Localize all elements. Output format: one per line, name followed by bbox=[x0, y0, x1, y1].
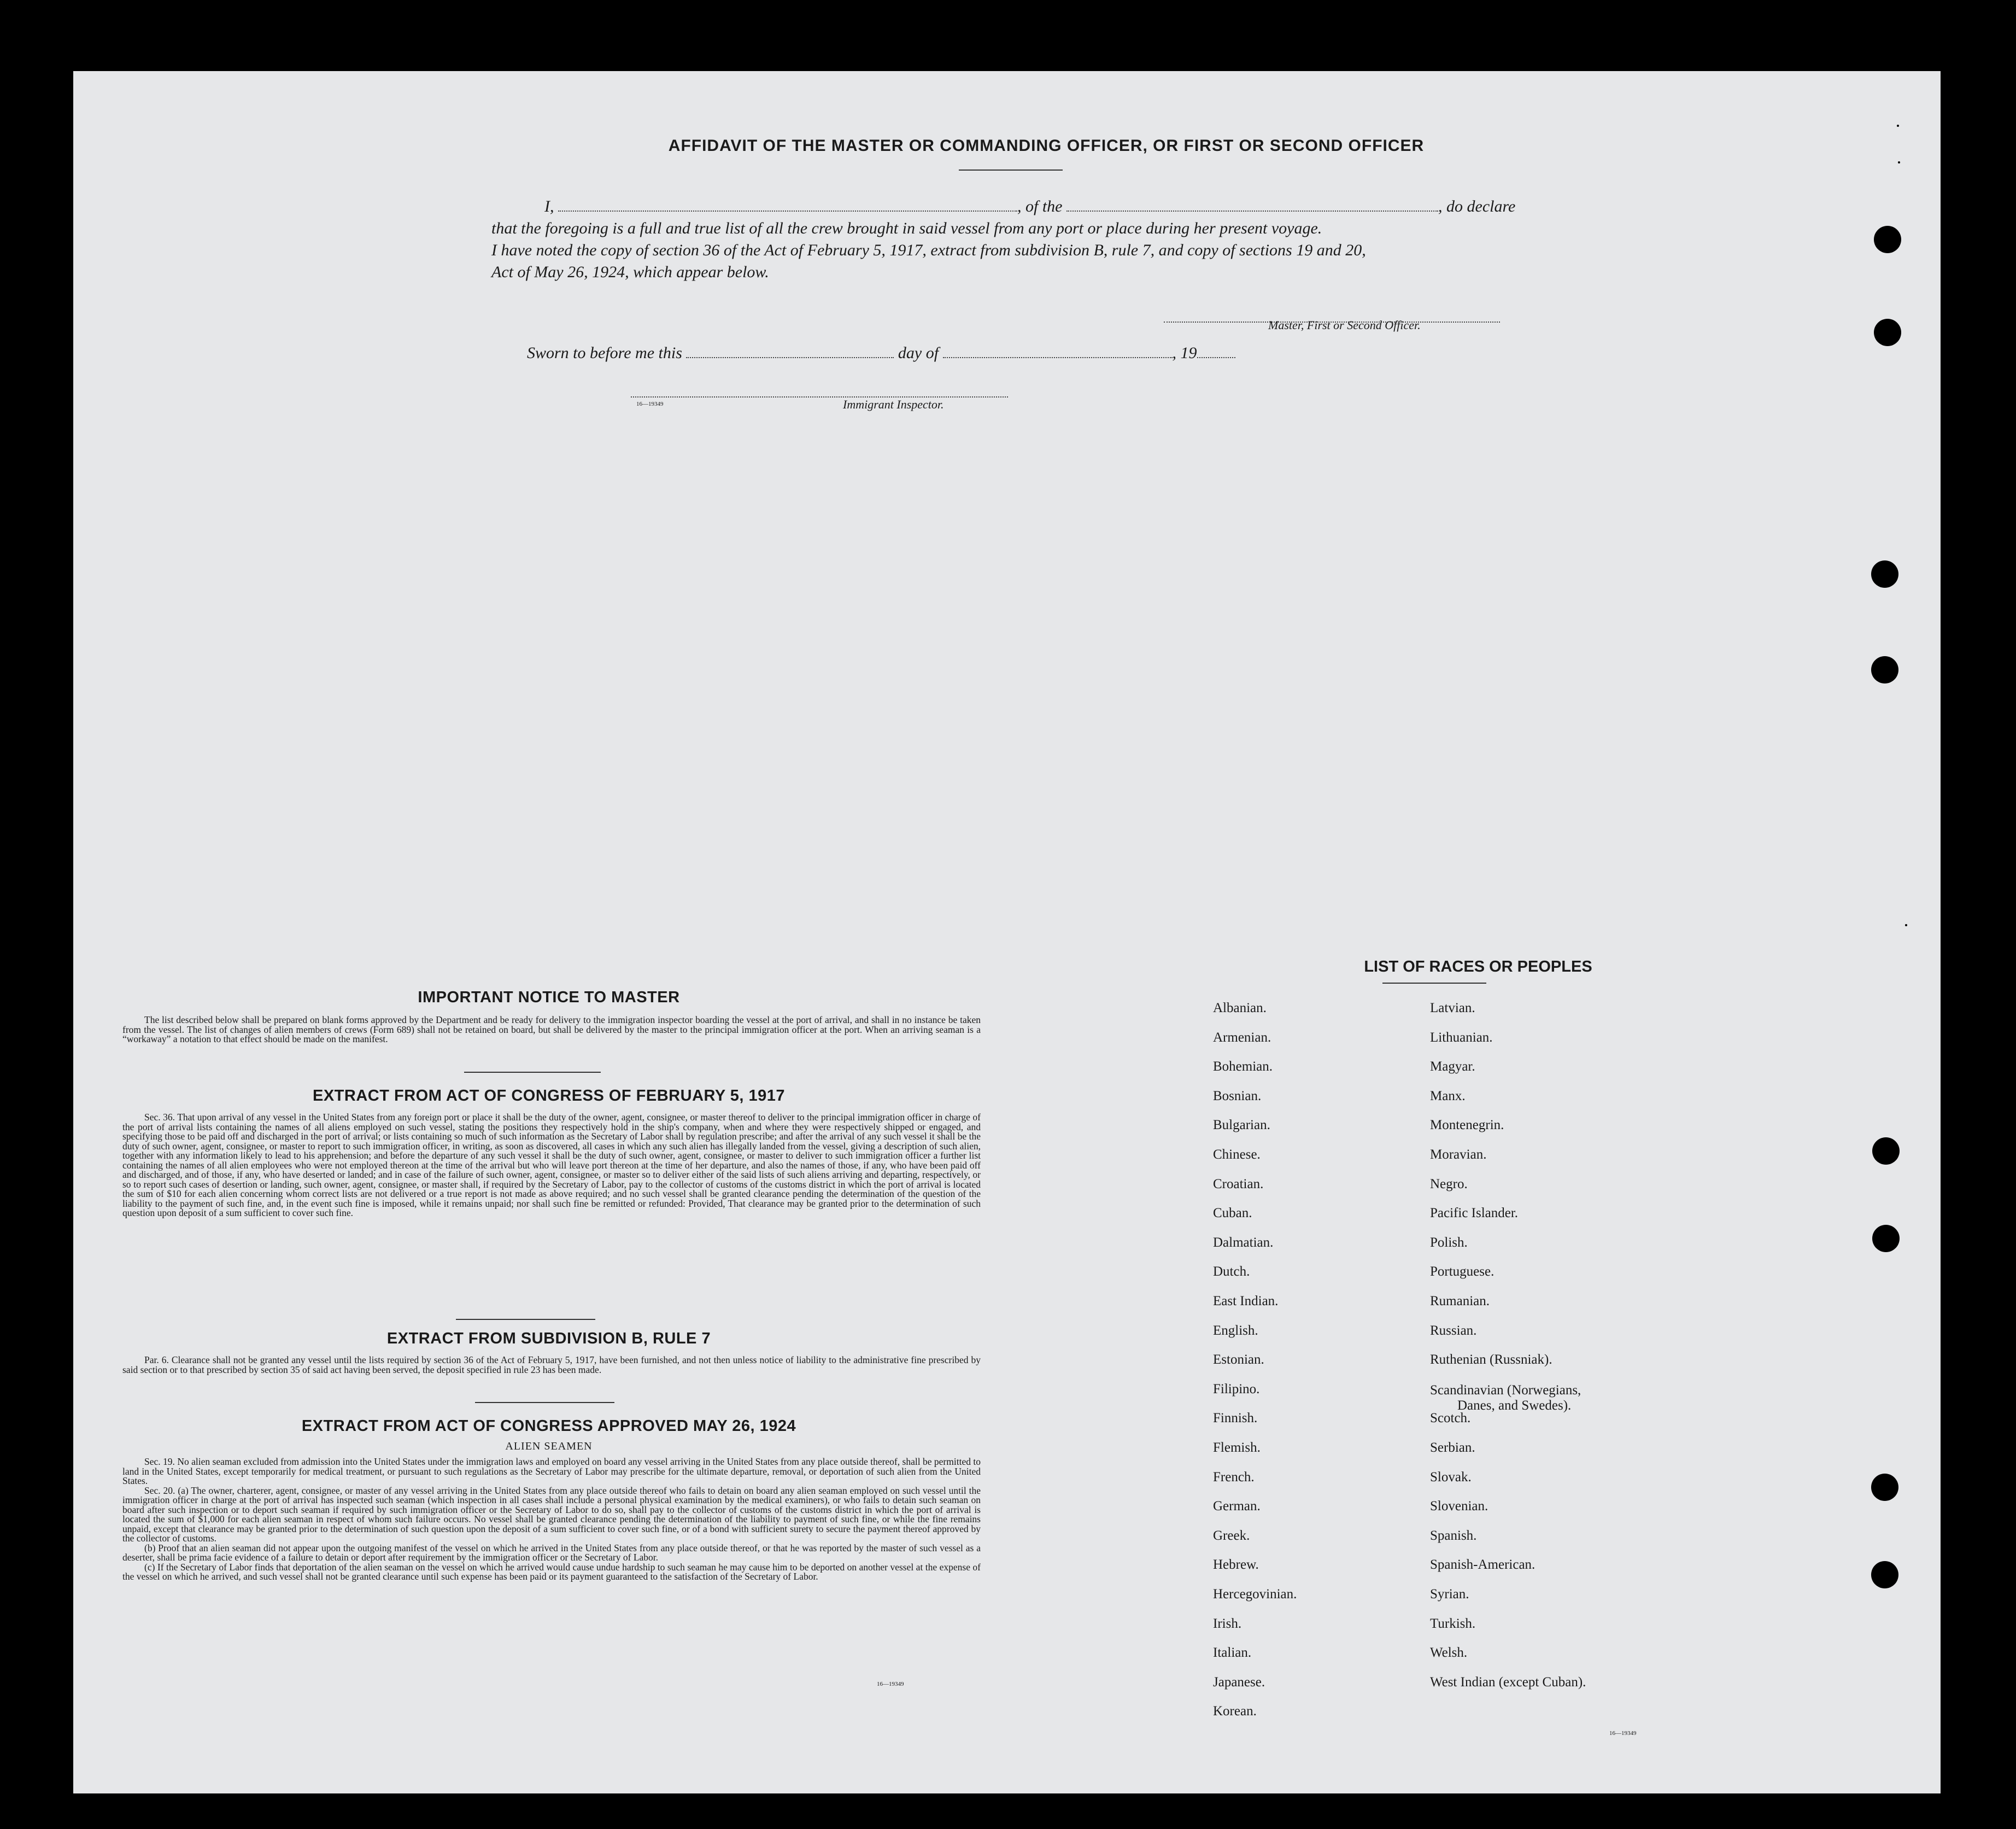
race-item: West Indian (except Cuban). bbox=[1430, 1674, 1586, 1690]
affidavit-title: AFFIDAVIT OF THE MASTER OR COMMANDING OFFICER, OR FIRST OR SECOND OFFICER bbox=[668, 137, 1425, 155]
sec36-paragraph: Sec. 36. That upon arrival of any vessel in the United States from any foreign port or place it shall be the duty of the owner, agent, consignee, or master thereof to deliver to the principal immigration officer in charge of the port of arrival lists containing the names of all aliens employed on such vessel, stating the positions they respectively hold in the ship's company, when and where they were respectively shipped or engaged, and specifying those to be paid off and discharged in the port of arrival; or lists containing so much of such information as the Secretary of Labor shall by regulation prescribe; and after the arrival of any such vessel it shall be the duty of such owner, agent, consignee, or master to report to such immigration officer, in writing, as soon as discovered, all cases in which any such alien has illegally landed from the vessel, giving a description of such alien, together with any information likely to lead to his apprehension; and before the departure of any such vessel it shall be the duty of such owner, agent, consignee, or master to deliver to such immigration officer a further list containing the names of all alien employees who were not employed thereon at the time of the arrival but who will leave port thereon at the time of her departure, and also the names of those, if any, who have been paid off and discharged, and of those, if any, who have deserted or landed; and in case of the failure of such owner, agent, consignee, or master so to deliver either of the said lists of such aliens arriving and departing, respectively, or so to report such cases of desertion or landing, such owner, agent, consignee, or master shall, if required by the Secretary of Labor, pay to the collector of customs of the customs district in which the port of arrival is located the sum of $10 for each alien concerning whom correct lists are not delivered or a true report is not made as above required; and no such vessel shall be granted clearance pending the determination of the question of the liability to the payment of such fine, and, in the event such fine is imposed, while it remains unpaid; nor shall such fine be remitted or refunded: Provided, That clearance may be granted prior to the determination of such question upon deposit of a sum sufficient to cover such fine. bbox=[122, 1112, 981, 1218]
race-item: Bulgarian. bbox=[1213, 1118, 1270, 1133]
sworn-year-field[interactable] bbox=[1197, 346, 1235, 358]
affidavit-line3: I have noted the copy of section 36 of the Act of February 5, 1917, extract from subdivision B, rule 7, and copy of sections 19 and 20, bbox=[491, 241, 1366, 259]
race-item: Korean. bbox=[1213, 1704, 1257, 1719]
sec19-paragraph: Sec. 19. No alien seaman excluded from admission into the United States under the immigration laws and employed on board any vessel arriving in the United States from any place outside thereof, shall be permitted to land in the United States, except temporarily for medical treatment, or pursuant to such regulations as the Secretary of Labor may prescribe for the ultimate departure, removal, or deportation of such alien from the United States. bbox=[122, 1456, 981, 1486]
race-item: Polish. bbox=[1430, 1235, 1468, 1250]
race-item: Flemish. bbox=[1213, 1440, 1261, 1455]
sec20a-paragraph: Sec. 20. (a) The owner, charterer, agent, consignee, or master of any vessel arriving in the United States from any place outside thereof who fails to detain on board any alien seaman employed on such vessel until the immigration officer in charge at the port of arrival has inspected such seaman (which inspection in all cases shall include a personal physical examination by the medical examiners), or who fails to detain such seaman on board after such inspection or to deport such seaman if required by such immigration officer or the Secretary of Labor to do so, shall pay to the collector of customs of the customs district in which the port of arrival is located the sum of $1,000 for each alien seaman in respect of whom such failure occurs. No vessel shall be granted clearance pending the determination of the liability to payment of such fine, or while the fine remains unpaid, except that clearance may be granted prior to the determination of such question upon the deposit of a sum sufficient to cover such fine, or of a bond with sufficient surety to secure the payment thereof approved by the collector of customs. bbox=[122, 1485, 981, 1544]
binder-hole bbox=[1874, 319, 1901, 346]
inspector-signature-field[interactable] bbox=[631, 385, 1008, 398]
race-item: Turkish. bbox=[1430, 1616, 1476, 1631]
races-form-number: 16—19349 bbox=[1609, 1730, 1637, 1737]
race-item: Negro. bbox=[1430, 1176, 1468, 1191]
margin-speck bbox=[1905, 924, 1907, 926]
race-item: Japanese. bbox=[1213, 1674, 1265, 1690]
race-item: Filipino. bbox=[1213, 1381, 1260, 1396]
document-sheet bbox=[73, 71, 1941, 1793]
race-item: Armenian. bbox=[1213, 1030, 1271, 1045]
race-item: German. bbox=[1213, 1499, 1261, 1514]
race-item: Rumanian. bbox=[1430, 1294, 1490, 1308]
declarant-name-field[interactable] bbox=[558, 200, 1017, 212]
race-item: Cuban. bbox=[1213, 1206, 1252, 1221]
race-item: Welsh. bbox=[1430, 1645, 1468, 1661]
extract-form-number: 16—19349 bbox=[877, 1681, 904, 1687]
race-item: Spanish. bbox=[1430, 1528, 1477, 1543]
declare-suffix: , do declare bbox=[1438, 197, 1516, 215]
race-item: Syrian. bbox=[1430, 1587, 1469, 1602]
race-item: Dalmatian. bbox=[1213, 1235, 1274, 1250]
race-item: Irish. bbox=[1213, 1616, 1242, 1631]
rule7-body bbox=[122, 1355, 981, 1375]
binder-hole bbox=[1871, 656, 1898, 683]
race-item: Manx. bbox=[1430, 1088, 1466, 1103]
sworn-year-prefix: , 19 bbox=[1172, 344, 1197, 362]
margin-speck bbox=[1898, 161, 1900, 163]
races-title: LIST OF RACES OR PEOPLES bbox=[1364, 958, 1592, 975]
margin-speck bbox=[1897, 125, 1899, 127]
affidavit-form-number: 16—19349 bbox=[636, 401, 664, 407]
race-item: Scotch. bbox=[1430, 1411, 1471, 1426]
race-item: Ruthenian (Russniak). bbox=[1430, 1352, 1552, 1368]
notice-divider bbox=[464, 1072, 601, 1073]
race-item: Italian. bbox=[1213, 1645, 1252, 1661]
binder-hole bbox=[1871, 560, 1898, 588]
race-item: Bohemian. bbox=[1213, 1059, 1273, 1074]
extract-1917-body bbox=[122, 1113, 981, 1218]
extract-1924-title: EXTRACT FROM ACT OF CONGRESS APPROVED MAY 26, 1924 bbox=[301, 1417, 796, 1435]
vessel-name-field[interactable] bbox=[1066, 200, 1438, 212]
inspector-label: Immigrant Inspector. bbox=[843, 398, 944, 411]
alien-seamen-subtitle: ALIEN SEAMEN bbox=[505, 1440, 593, 1452]
notice-body bbox=[122, 1015, 981, 1044]
sec20c-paragraph: (c) If the Secretary of Labor finds that deportation of the alien seaman on the vessel on which he arrived would cause undue hardship to such seaman he may cause him to be deported on another vessel at the expense of the vessel on which he arrived, and such vessel shall not be granted clearance until such expense has been paid or its payment guaranteed to the satisfaction of the Secretary of Labor. bbox=[122, 1561, 981, 1582]
binder-hole bbox=[1872, 1225, 1900, 1252]
vessel-prefix: , of the bbox=[1017, 197, 1063, 215]
binder-hole bbox=[1874, 226, 1901, 253]
race-item: Pacific Islander. bbox=[1430, 1206, 1519, 1221]
declarant-prefix: I, bbox=[544, 197, 554, 215]
race-item: Scandinavian (Norwegians, bbox=[1430, 1382, 1581, 1398]
race-item: Bosnian. bbox=[1213, 1088, 1262, 1103]
race-item: Finnish. bbox=[1213, 1411, 1258, 1426]
extract-1917-title: EXTRACT FROM ACT OF CONGRESS OF FEBRUARY 5, 1917 bbox=[312, 1087, 786, 1105]
races-underline bbox=[1382, 983, 1486, 984]
race-item: Dutch. bbox=[1213, 1264, 1250, 1279]
par6-paragraph: Par. 6. Clearance shall not be granted any vessel until the lists required by section 36 of the Act of February 5, 1917, have been furnished, and not then unless notice of liability to the administrative fine prescribed by said section or to that prescribed by section 35 of said act having been served, the deposit specified in rule 23 has been made. bbox=[122, 1354, 981, 1375]
race-item: Greek. bbox=[1213, 1528, 1250, 1543]
race-item: Serbian. bbox=[1430, 1440, 1475, 1455]
affidavit-line1 bbox=[527, 196, 1620, 218]
rule7-title: EXTRACT FROM SUBDIVISION B, RULE 7 bbox=[386, 1330, 711, 1347]
title-underline bbox=[959, 170, 1063, 171]
rule7-divider bbox=[475, 1402, 614, 1403]
race-item: Chinese. bbox=[1213, 1147, 1261, 1162]
binder-hole bbox=[1872, 1137, 1900, 1165]
race-item: Russian. bbox=[1430, 1323, 1477, 1338]
binder-hole bbox=[1871, 1561, 1898, 1588]
race-item: Montenegrin. bbox=[1430, 1118, 1504, 1133]
extract-1917-divider bbox=[456, 1319, 595, 1320]
race-item: Hebrew. bbox=[1213, 1557, 1259, 1573]
race-item: Slovenian. bbox=[1430, 1499, 1488, 1514]
race-item: English. bbox=[1213, 1323, 1258, 1338]
race-item: Spanish-American. bbox=[1430, 1557, 1536, 1573]
notice-paragraph: The list described below shall be prepared on blank forms approved by the Department and be ready for delivery to the immigration inspector boarding the vessel at the port of arrival, and shall in no instance be taken from the vessel. The list of changes of alien members of crews (Form 689) shall not be retained on board, but shall be delivered by the master to the principal immigration officer at the port. When an arriving seaman is a “workaway” a notation to that effect should be made on the manifest. bbox=[122, 1014, 981, 1044]
race-item: Albanian. bbox=[1213, 1001, 1267, 1015]
sworn-day-field[interactable] bbox=[686, 346, 894, 358]
race-item: Estonian. bbox=[1213, 1352, 1264, 1368]
sworn-month-field[interactable] bbox=[943, 346, 1173, 358]
sworn-line bbox=[527, 342, 1456, 364]
sworn-mid: day of bbox=[898, 344, 939, 362]
sec20b-paragraph: (b) Proof that an alien seaman did not appear upon the outgoing manifest of the vessel on which he arrived in the United States from any place outside thereof, or that he was reported by the master of such vessel as a deserter, shall be prima facie evidence of a failure to detain or deport after requirement by the immigration officer or the Secretary of Labor. bbox=[122, 1542, 981, 1563]
race-item: Croatian. bbox=[1213, 1176, 1264, 1191]
extract-1924-body bbox=[122, 1457, 981, 1582]
race-item: Magyar. bbox=[1430, 1059, 1475, 1074]
notice-title: IMPORTANT NOTICE TO MASTER bbox=[418, 989, 680, 1006]
sworn-prefix: Sworn to before me this bbox=[527, 344, 682, 362]
race-item: Hercegovinian. bbox=[1213, 1587, 1297, 1602]
race-item: East Indian. bbox=[1213, 1294, 1279, 1308]
race-item: Latvian. bbox=[1430, 1001, 1475, 1015]
race-item: Slovak. bbox=[1430, 1469, 1472, 1485]
affidavit-line2: that the foregoing is a full and true list of all the crew brought in said vessel from any port or place during her present voyage. bbox=[491, 219, 1322, 237]
master-signature-label: Master, First or Second Officer. bbox=[1268, 318, 1421, 332]
race-item: French. bbox=[1213, 1469, 1255, 1485]
race-item: Moravian. bbox=[1430, 1147, 1487, 1162]
race-item: Lithuanian. bbox=[1430, 1030, 1493, 1045]
affidavit-line4: Act of May 26, 1924, which appear below. bbox=[491, 263, 769, 281]
race-item: Danes, and Swedes). bbox=[1457, 1398, 1572, 1413]
binder-hole bbox=[1871, 1474, 1898, 1501]
race-item: Portuguese. bbox=[1430, 1264, 1495, 1279]
